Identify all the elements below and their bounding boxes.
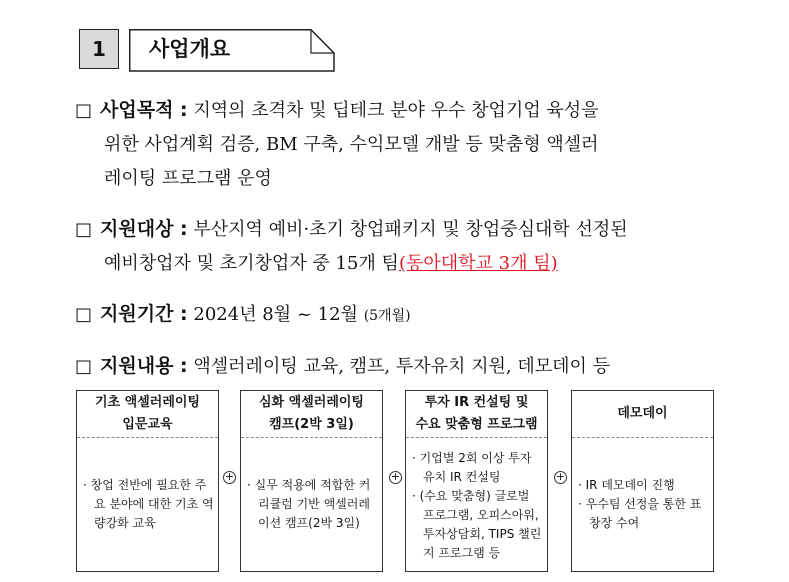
box-heading-line: 투자 IR 컨설팅 및 [424, 395, 529, 410]
item-purpose [75, 93, 735, 196]
box-heading-line: 기초 액셀러레이팅 [95, 395, 200, 410]
section-title-box [129, 29, 335, 72]
highlight-text: (동아대학교 3개 팀) [398, 253, 558, 274]
item-label: 지원내용 : [100, 355, 188, 377]
item-text: 지역의 초격차 및 딥테크 분야 우수 창업기업 육성을 [193, 100, 599, 121]
box-bullet: · 창업 전반에 필요한 주요 분야에 대한 기초 역량강화 교육 [83, 477, 214, 530]
box-bullet: · 기업별 2회 이상 투자유치 IR 컨설팅 [412, 451, 532, 484]
box-heading [572, 391, 713, 438]
box-heading [406, 391, 547, 438]
item-target [75, 212, 735, 281]
box-heading-line: 캠프(2박 3일) [269, 417, 354, 432]
item-text: 위한 사업계획 검증, BM 구축, 수익모델 개발 등 맞춤형 액셀러 [104, 134, 599, 155]
box-heading [241, 391, 382, 438]
program-box-advanced [240, 390, 383, 572]
box-body [247, 437, 378, 571]
box-bullet: · 우수팀 선정을 통한 표창장 수여 [578, 496, 702, 530]
item-text: 예비창업자 및 초기창업자 중 15개 팀 [104, 253, 399, 274]
box-bullet: · (수요 맞춤형) 글로벌 프로그램, 오피스아워, 투자상담회, TIPS 챌린지 프로그램 등 [412, 489, 542, 560]
box-heading [77, 391, 218, 438]
box-heading-line: 데모데이 [617, 406, 668, 421]
item-text: 액셀러레이팅 교육, 캠프, 투자유치 지원, 데모데이 등 [193, 356, 611, 377]
checkbox-bullet: □ [75, 304, 93, 325]
box-bullet: · IR 데모데이 진행 [578, 477, 675, 492]
plus-icon: + [555, 470, 566, 483]
item-text: 부산지역 예비·초기 창업패키지 및 창업중심대학 선정된 [193, 219, 628, 240]
section-title: 사업개요 [149, 37, 231, 61]
box-body [578, 437, 709, 571]
box-heading-line: 심화 액셀러레이팅 [259, 395, 364, 410]
item-text: 2024년 8월 ~ 12월 [193, 304, 358, 325]
program-box-ir [405, 390, 548, 572]
program-box-demoday [571, 390, 714, 572]
item-small-text: (5개월) [363, 308, 411, 324]
item-label: 지원대상 : [100, 218, 188, 240]
item-text: 레이팅 프로그램 운영 [104, 168, 272, 189]
box-heading-line: 입문교육 [122, 417, 173, 432]
item-label: 지원기간 : [100, 303, 188, 325]
section-number: 1 [79, 29, 119, 69]
checkbox-bullet: □ [75, 100, 93, 121]
box-body [412, 441, 543, 571]
item-label: 사업목적 : [100, 99, 188, 121]
program-box-basic [76, 390, 219, 572]
box-heading-line: 수요 맞춤형 프로그램 [415, 417, 538, 432]
checkbox-bullet: □ [75, 356, 93, 377]
box-body [83, 437, 214, 571]
item-content [75, 349, 735, 384]
item-period [75, 297, 735, 333]
checkbox-bullet: □ [75, 219, 93, 240]
box-bullet: · 실무 적용에 적합한 커리큘럼 기반 액셀러레이션 캠프(2박 3일) [247, 477, 371, 530]
plus-icon: + [224, 470, 235, 483]
plus-icon: + [390, 470, 401, 483]
